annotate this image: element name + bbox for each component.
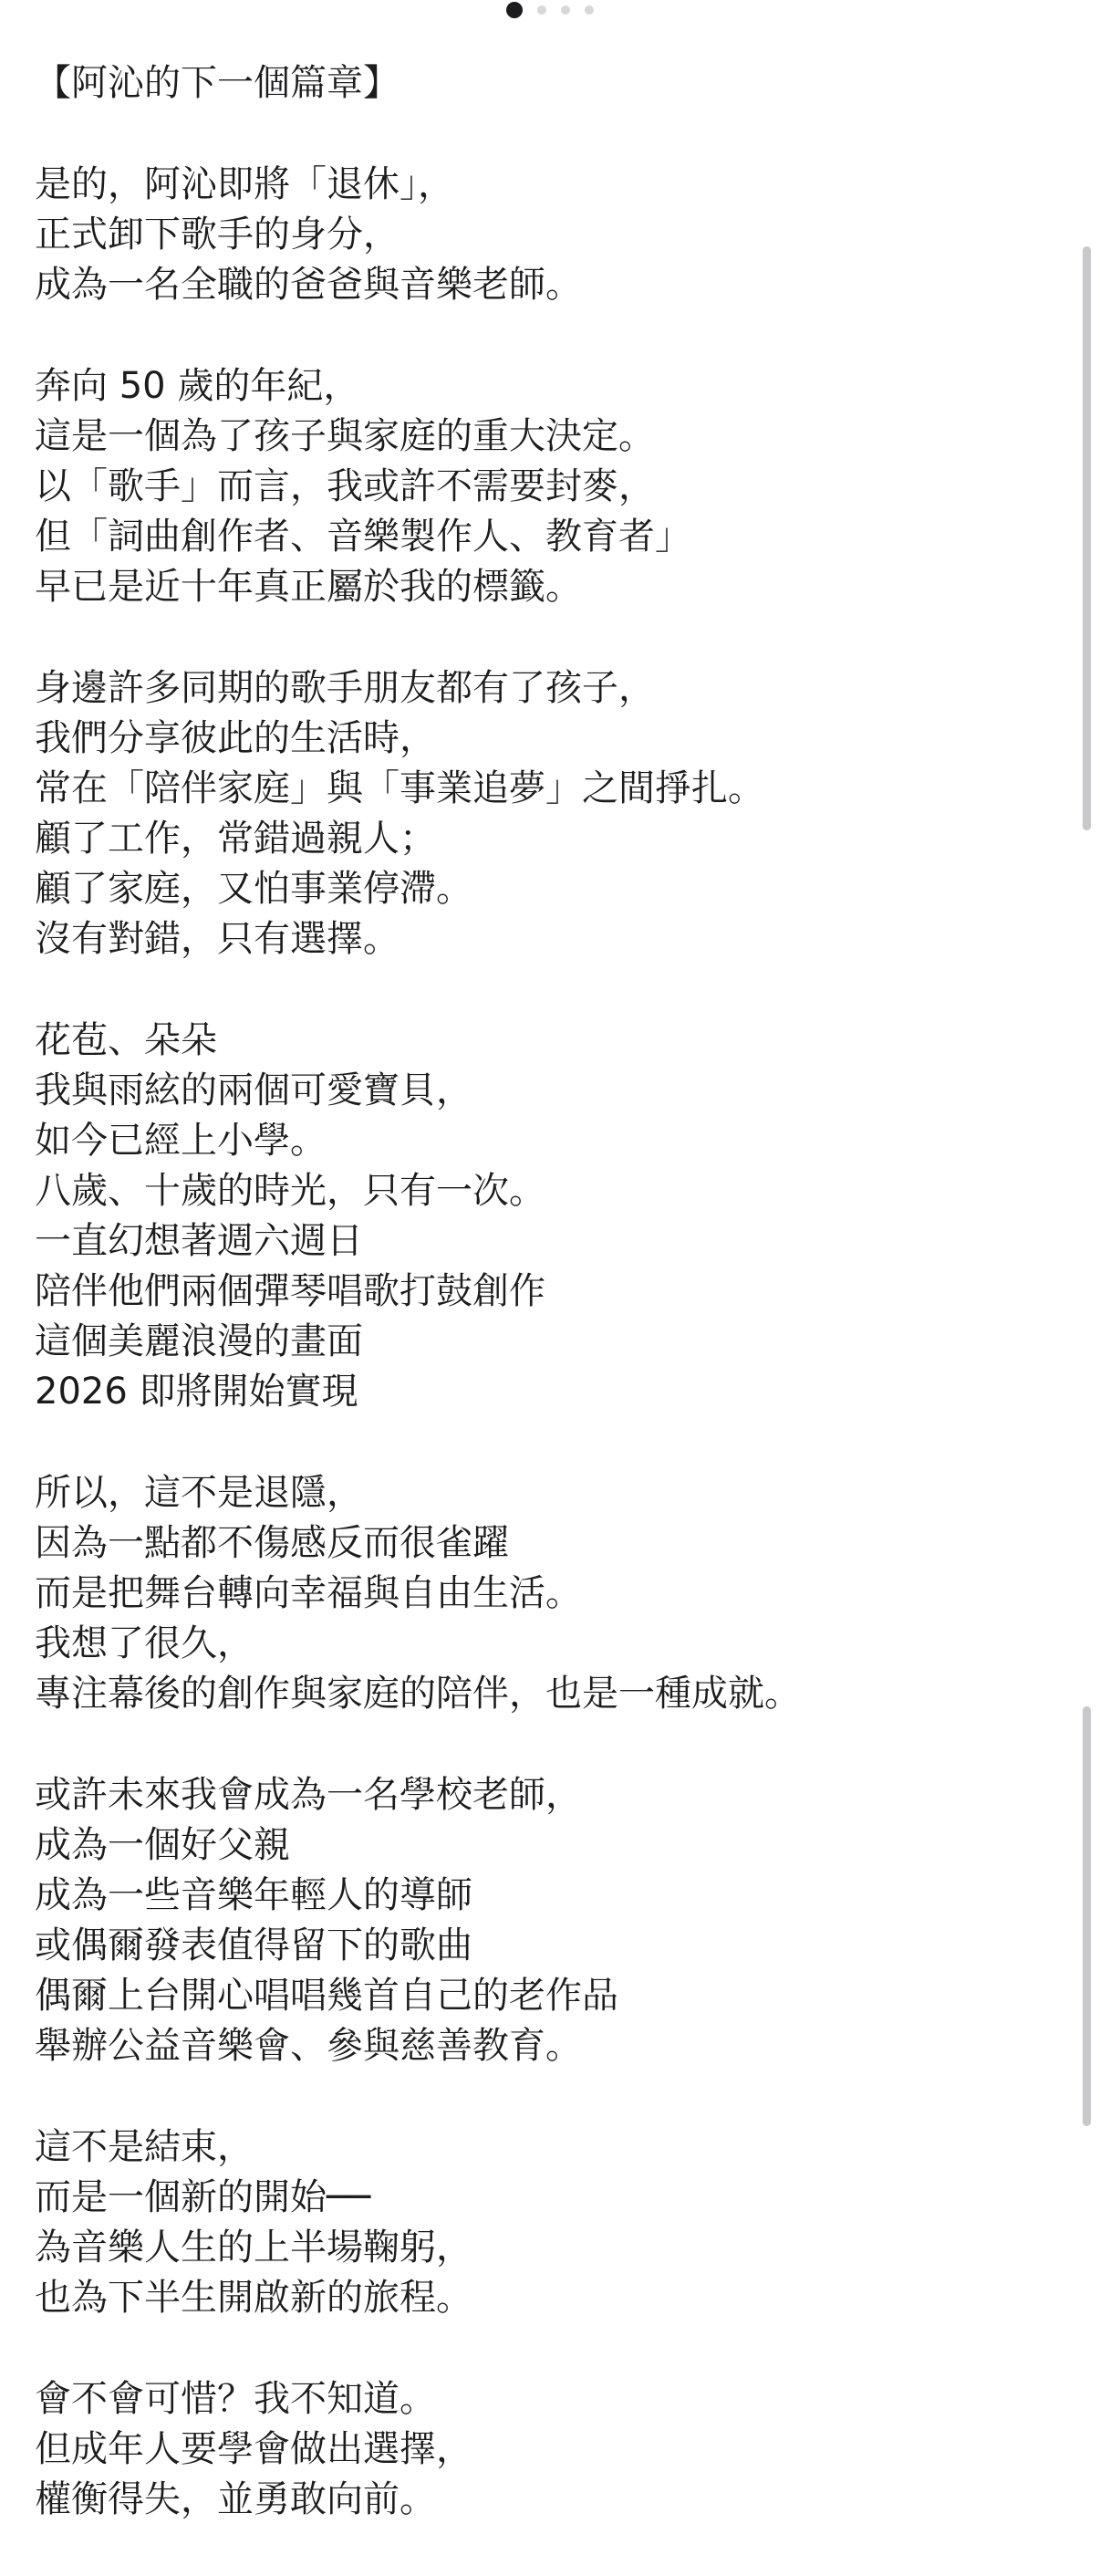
page-dot-4[interactable] <box>585 5 594 15</box>
text-line: 成為一名全職的爸爸與音樂老師。 <box>35 264 582 306</box>
paragraph-3 <box>35 663 1001 965</box>
text-line: 偶爾上台開心唱唱幾首自己的老作品 <box>35 1975 618 2017</box>
text-line: 是的，阿沁即將「退休」， <box>35 163 454 205</box>
text-line: 會不會可惜？我不知道。 <box>35 2378 436 2420</box>
text-line: 八歲、十歲的時光，只有一次。 <box>35 1170 545 1212</box>
text-line: 因為一點都不傷感反而很雀躍 <box>35 1522 509 1564</box>
text-line: 顧了工作，常錯過親人； <box>35 818 436 860</box>
text-line: 這是一個為了孩子與家庭的重大決定。 <box>35 415 655 457</box>
text-line: 成為一個好父親 <box>35 1824 290 1866</box>
text-line: 顧了家庭，又怕事業停滯。 <box>35 868 472 910</box>
text-line: 而是把舞台轉向幸福與自由生活。 <box>35 1572 582 1614</box>
note-title: 【阿沁的下一個篇章】 <box>35 62 400 104</box>
text-line: 或偶爾發表值得留下的歌曲 <box>35 1924 472 1966</box>
text-line: 我與雨絃的兩個可愛寶貝， <box>35 1069 472 1111</box>
text-line: 花苞、朵朵 <box>35 1019 217 1061</box>
text-line: 一直幻想著週六週日 <box>35 1220 363 1262</box>
text-line: 我們分享彼此的生活時， <box>35 717 436 759</box>
text-line: 陪伴他們兩個彈琴唱歌打鼓創作 <box>35 1270 545 1312</box>
page-dot-2[interactable] <box>537 5 546 15</box>
page-dot-1[interactable] <box>506 2 523 18</box>
paragraph-4 <box>35 1016 1001 1417</box>
text-line: 成為一些音樂年輕人的導師 <box>35 1874 472 1916</box>
text-line: 所以，這不是退隱， <box>35 1472 363 1514</box>
paragraph-5 <box>35 1468 1001 1719</box>
scrollbar-thumb-lower[interactable] <box>1083 1706 1091 2126</box>
paragraph-6 <box>35 1770 1001 2071</box>
text-line: 奔向 50 歲的年紀， <box>35 365 360 407</box>
text-line: 沒有對錯，只有選擇。 <box>35 918 400 960</box>
text-line: 我想了很久， <box>35 1622 254 1664</box>
text-line: 2026 即將開始實現 <box>35 1371 358 1413</box>
text-line: 這不是結束， <box>35 2126 254 2168</box>
scrollbar[interactable] <box>1083 246 1091 2126</box>
text-line: 但「詞曲創作者、音樂製作人、教育者」 <box>35 516 691 558</box>
page-indicator[interactable] <box>468 0 632 20</box>
text-line: 正式卸下歌手的身分， <box>35 214 400 256</box>
paragraph-2 <box>35 361 1001 612</box>
page-dot-3[interactable] <box>561 5 570 15</box>
text-line: 或許未來我會成為一名學校老師， <box>35 1774 582 1816</box>
note-body <box>35 58 1001 2576</box>
text-line: 以「歌手」而言，我或許不需要封麥， <box>35 465 655 507</box>
text-line: 為音樂人生的上半場鞠躬， <box>35 2227 472 2268</box>
paragraph-1 <box>35 160 1001 310</box>
text-line: 也為下半生開啟新的旅程。 <box>35 2277 472 2319</box>
text-line: 早已是近十年真正屬於我的標籤。 <box>35 566 582 608</box>
text-line: 而是一個新的開始── <box>35 2176 371 2218</box>
text-line: 但成年人要學會做出選擇， <box>35 2428 472 2470</box>
text-line: 如今已經上小學。 <box>35 1120 327 1162</box>
text-line: 舉辦公益音樂會、參與慈善教育。 <box>35 2025 582 2067</box>
text-line: 權衡得失，並勇敢向前。 <box>35 2478 436 2520</box>
text-line: 這個美麗浪漫的畫面 <box>35 1320 363 1362</box>
paragraph-8 <box>35 2374 1001 2525</box>
text-line: 身邊許多同期的歌手朋友都有了孩子， <box>35 667 655 709</box>
text-line: 專注幕後的創作與家庭的陪伴，也是一種成就。 <box>35 1673 801 1715</box>
text-line: 常在「陪伴家庭」與「事業追夢」之間掙扎。 <box>35 767 764 809</box>
paragraph-7 <box>35 2122 1001 2323</box>
scrollbar-thumb[interactable] <box>1083 246 1091 830</box>
